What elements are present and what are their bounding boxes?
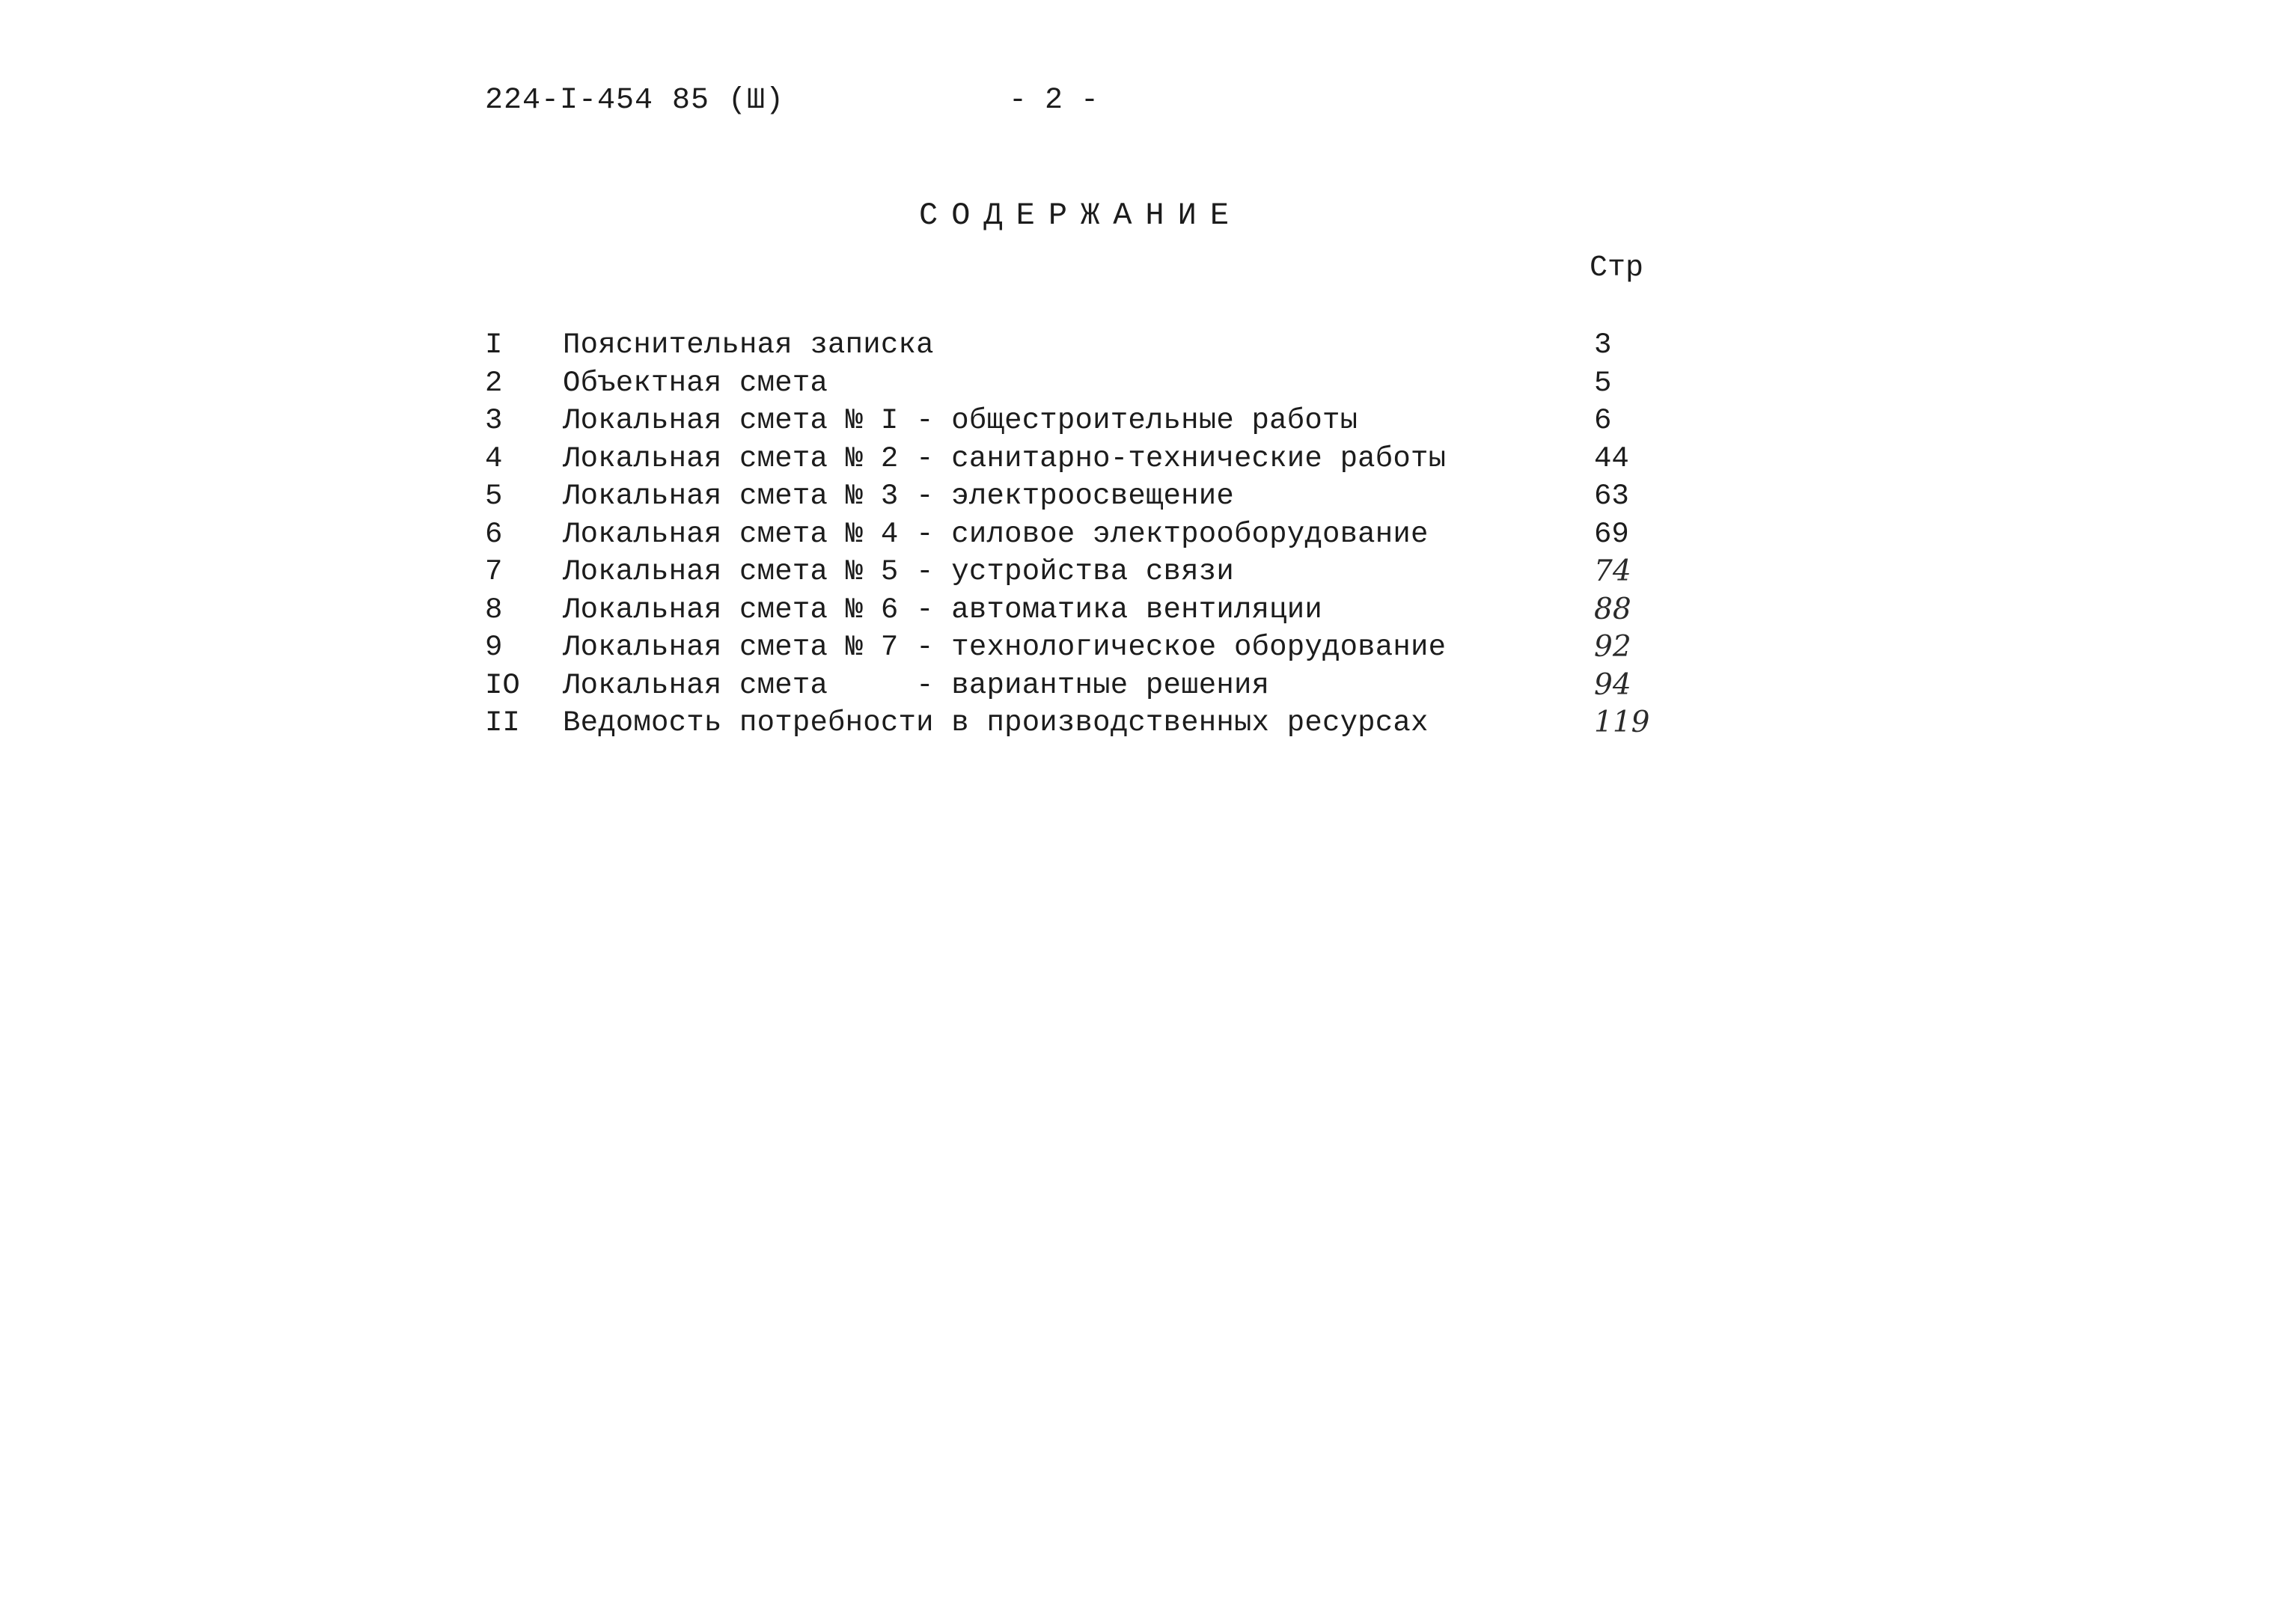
toc-entry-title: Локальная смета № 6 - автоматика вентиляции xyxy=(563,593,1322,626)
toc-entry-number: 6 xyxy=(485,517,503,551)
toc-entry-number: 4 xyxy=(485,441,503,475)
page-column-header: Стр xyxy=(1590,251,1644,285)
toc-entry-number: 2 xyxy=(485,366,503,400)
toc-entry-number: 5 xyxy=(485,480,503,513)
toc-entry xyxy=(485,364,1667,403)
toc-entry-number: I xyxy=(485,328,503,361)
toc-entry-page: 63 xyxy=(1594,480,1629,513)
toc-entry-page: 74 xyxy=(1594,554,1631,588)
toc-entry-title: Локальная смета № 5 - устройства связи xyxy=(563,555,1234,588)
toc-entry-page: 88 xyxy=(1594,592,1631,626)
toc-entry-title: Локальная смета - вариантные решения xyxy=(563,668,1270,702)
toc-entry-page: 119 xyxy=(1594,706,1650,739)
toc-entry xyxy=(485,704,1667,742)
toc-entry-title: Объектная смета xyxy=(563,366,828,400)
toc-entry-title: Локальная смета № 4 - силовое электрооборудование xyxy=(563,517,1429,551)
toc-entry-title: Пояснительная записка xyxy=(563,328,934,361)
toc-entry-page: 5 xyxy=(1594,366,1612,400)
toc-list xyxy=(485,326,1667,742)
toc-entry-page: 69 xyxy=(1594,517,1629,551)
toc-entry xyxy=(485,553,1667,591)
toc-entry-number: 3 xyxy=(485,404,503,437)
toc-entry-title: Локальная смета № I - общестроительные работы xyxy=(563,404,1358,437)
toc-entry-title: Локальная смета № 7 - технологическое оборудование xyxy=(563,631,1447,664)
toc-entry xyxy=(485,326,1667,364)
toc-entry-page: 3 xyxy=(1594,328,1612,361)
toc-entry xyxy=(485,516,1667,554)
toc-entry-page: 44 xyxy=(1594,441,1629,475)
toc-entry-number: II xyxy=(485,706,520,739)
toc-entry xyxy=(485,402,1667,440)
toc-entry-number: IO xyxy=(485,668,520,702)
toc-entry xyxy=(485,477,1667,516)
toc-title: СОДЕРЖАНИЕ xyxy=(919,198,1243,233)
toc-entry xyxy=(485,667,1667,705)
toc-entry-page: 6 xyxy=(1594,404,1612,437)
toc-entry-page: 92 xyxy=(1594,630,1631,664)
toc-entry-number: 9 xyxy=(485,631,503,664)
toc-entry xyxy=(485,591,1667,629)
toc-entry-title: Локальная смета № 3 - электроосвещение xyxy=(563,480,1234,513)
toc-entry-number: 8 xyxy=(485,593,503,626)
toc-entry xyxy=(485,629,1667,667)
toc-entry-title: Локальная смета № 2 - санитарно-технические работы xyxy=(563,441,1447,475)
toc-entry xyxy=(485,440,1667,478)
document-code: 224-I-454 85 (Ш) xyxy=(485,84,785,117)
toc-entry-title: Ведомость потребности в производственных ресурсах xyxy=(563,706,1429,739)
toc-entry-number: 7 xyxy=(485,555,503,588)
page-number: - 2 - xyxy=(1009,84,1099,117)
toc-entry-page: 94 xyxy=(1594,667,1631,702)
